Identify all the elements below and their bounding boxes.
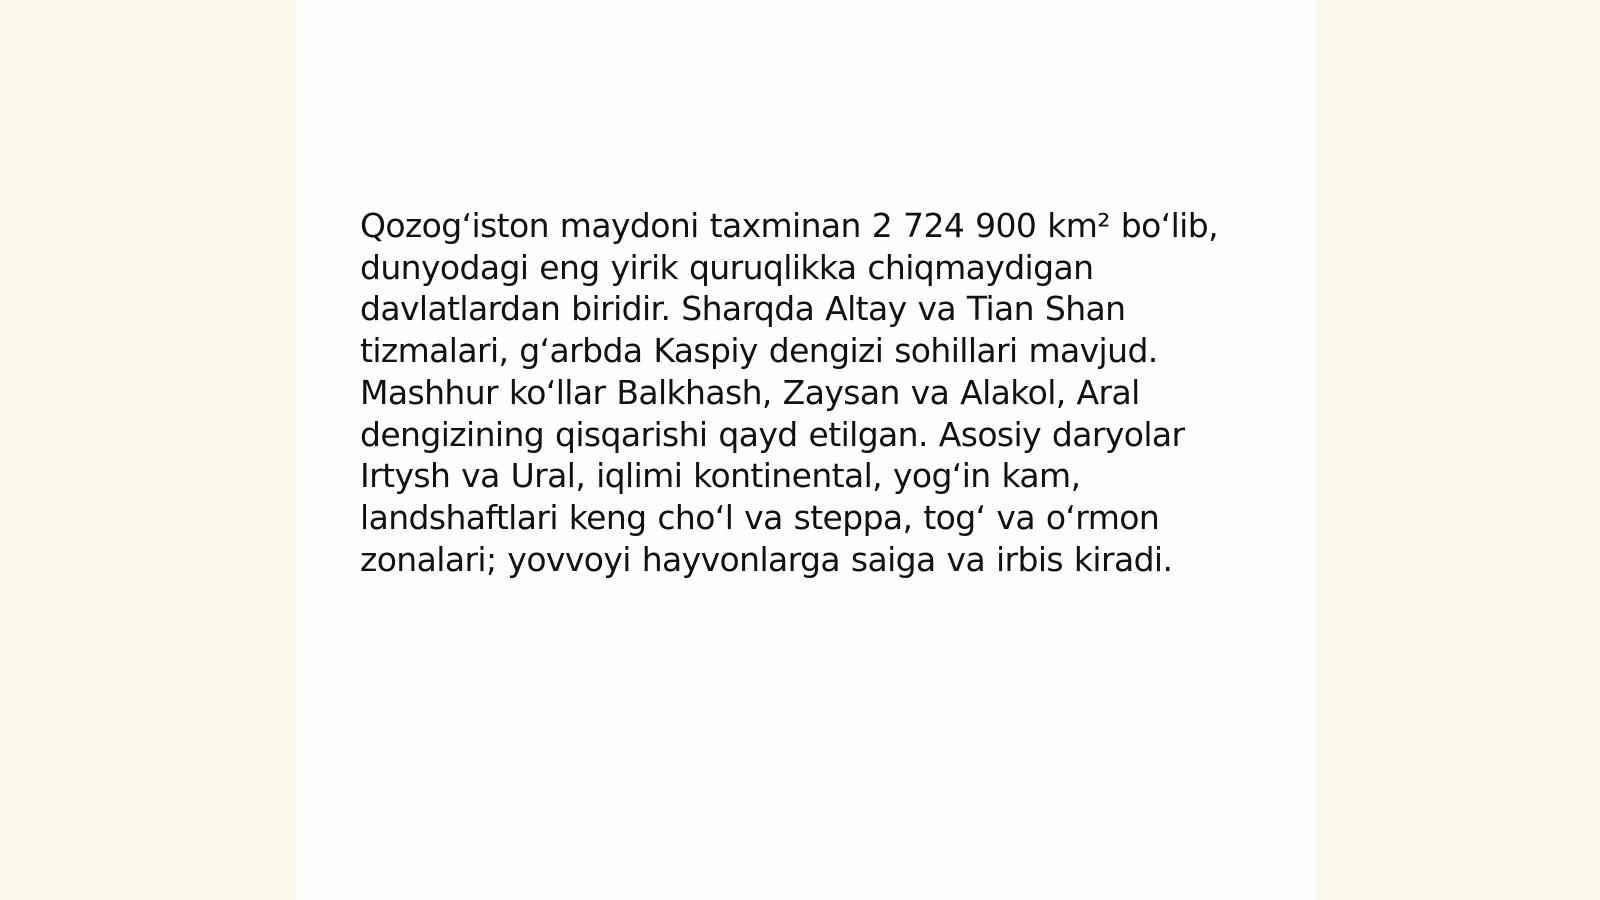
paragraph-line: Qozog‘iston maydoni taxminan 2 724 900 km² bo‘lib, [360, 206, 1218, 245]
body-paragraph [360, 205, 1240, 580]
paragraph-line: dunyodagi eng yirik quruqlikka chiqmaydigan [360, 247, 1094, 287]
document-page [296, 0, 1316, 900]
paragraph-line: zonalari; yovvoyi hayvonlarga saiga va irbis kiradi. [360, 539, 1173, 579]
paragraph-line: dengizining qisqarishi qayd etilgan. Asosiy daryolar [360, 414, 1185, 454]
paragraph-line: landshaftlari keng cho‘l va steppa, tog‘ va o‘rmon [360, 497, 1160, 537]
paragraph-line: davlatlardan biridir. Sharqda Altay va Tian Shan [360, 289, 1126, 329]
paragraph-line: Irtysh va Ural, iqlimi kontinental, yog‘in kam, [360, 456, 1081, 496]
paragraph-line: Mashhur ko‘llar Balkhash, Zaysan va Alakol, Aral [360, 372, 1140, 412]
paragraph-line: tizmalari, g‘arbda Kaspiy dengizi sohillari mavjud. [360, 331, 1158, 371]
